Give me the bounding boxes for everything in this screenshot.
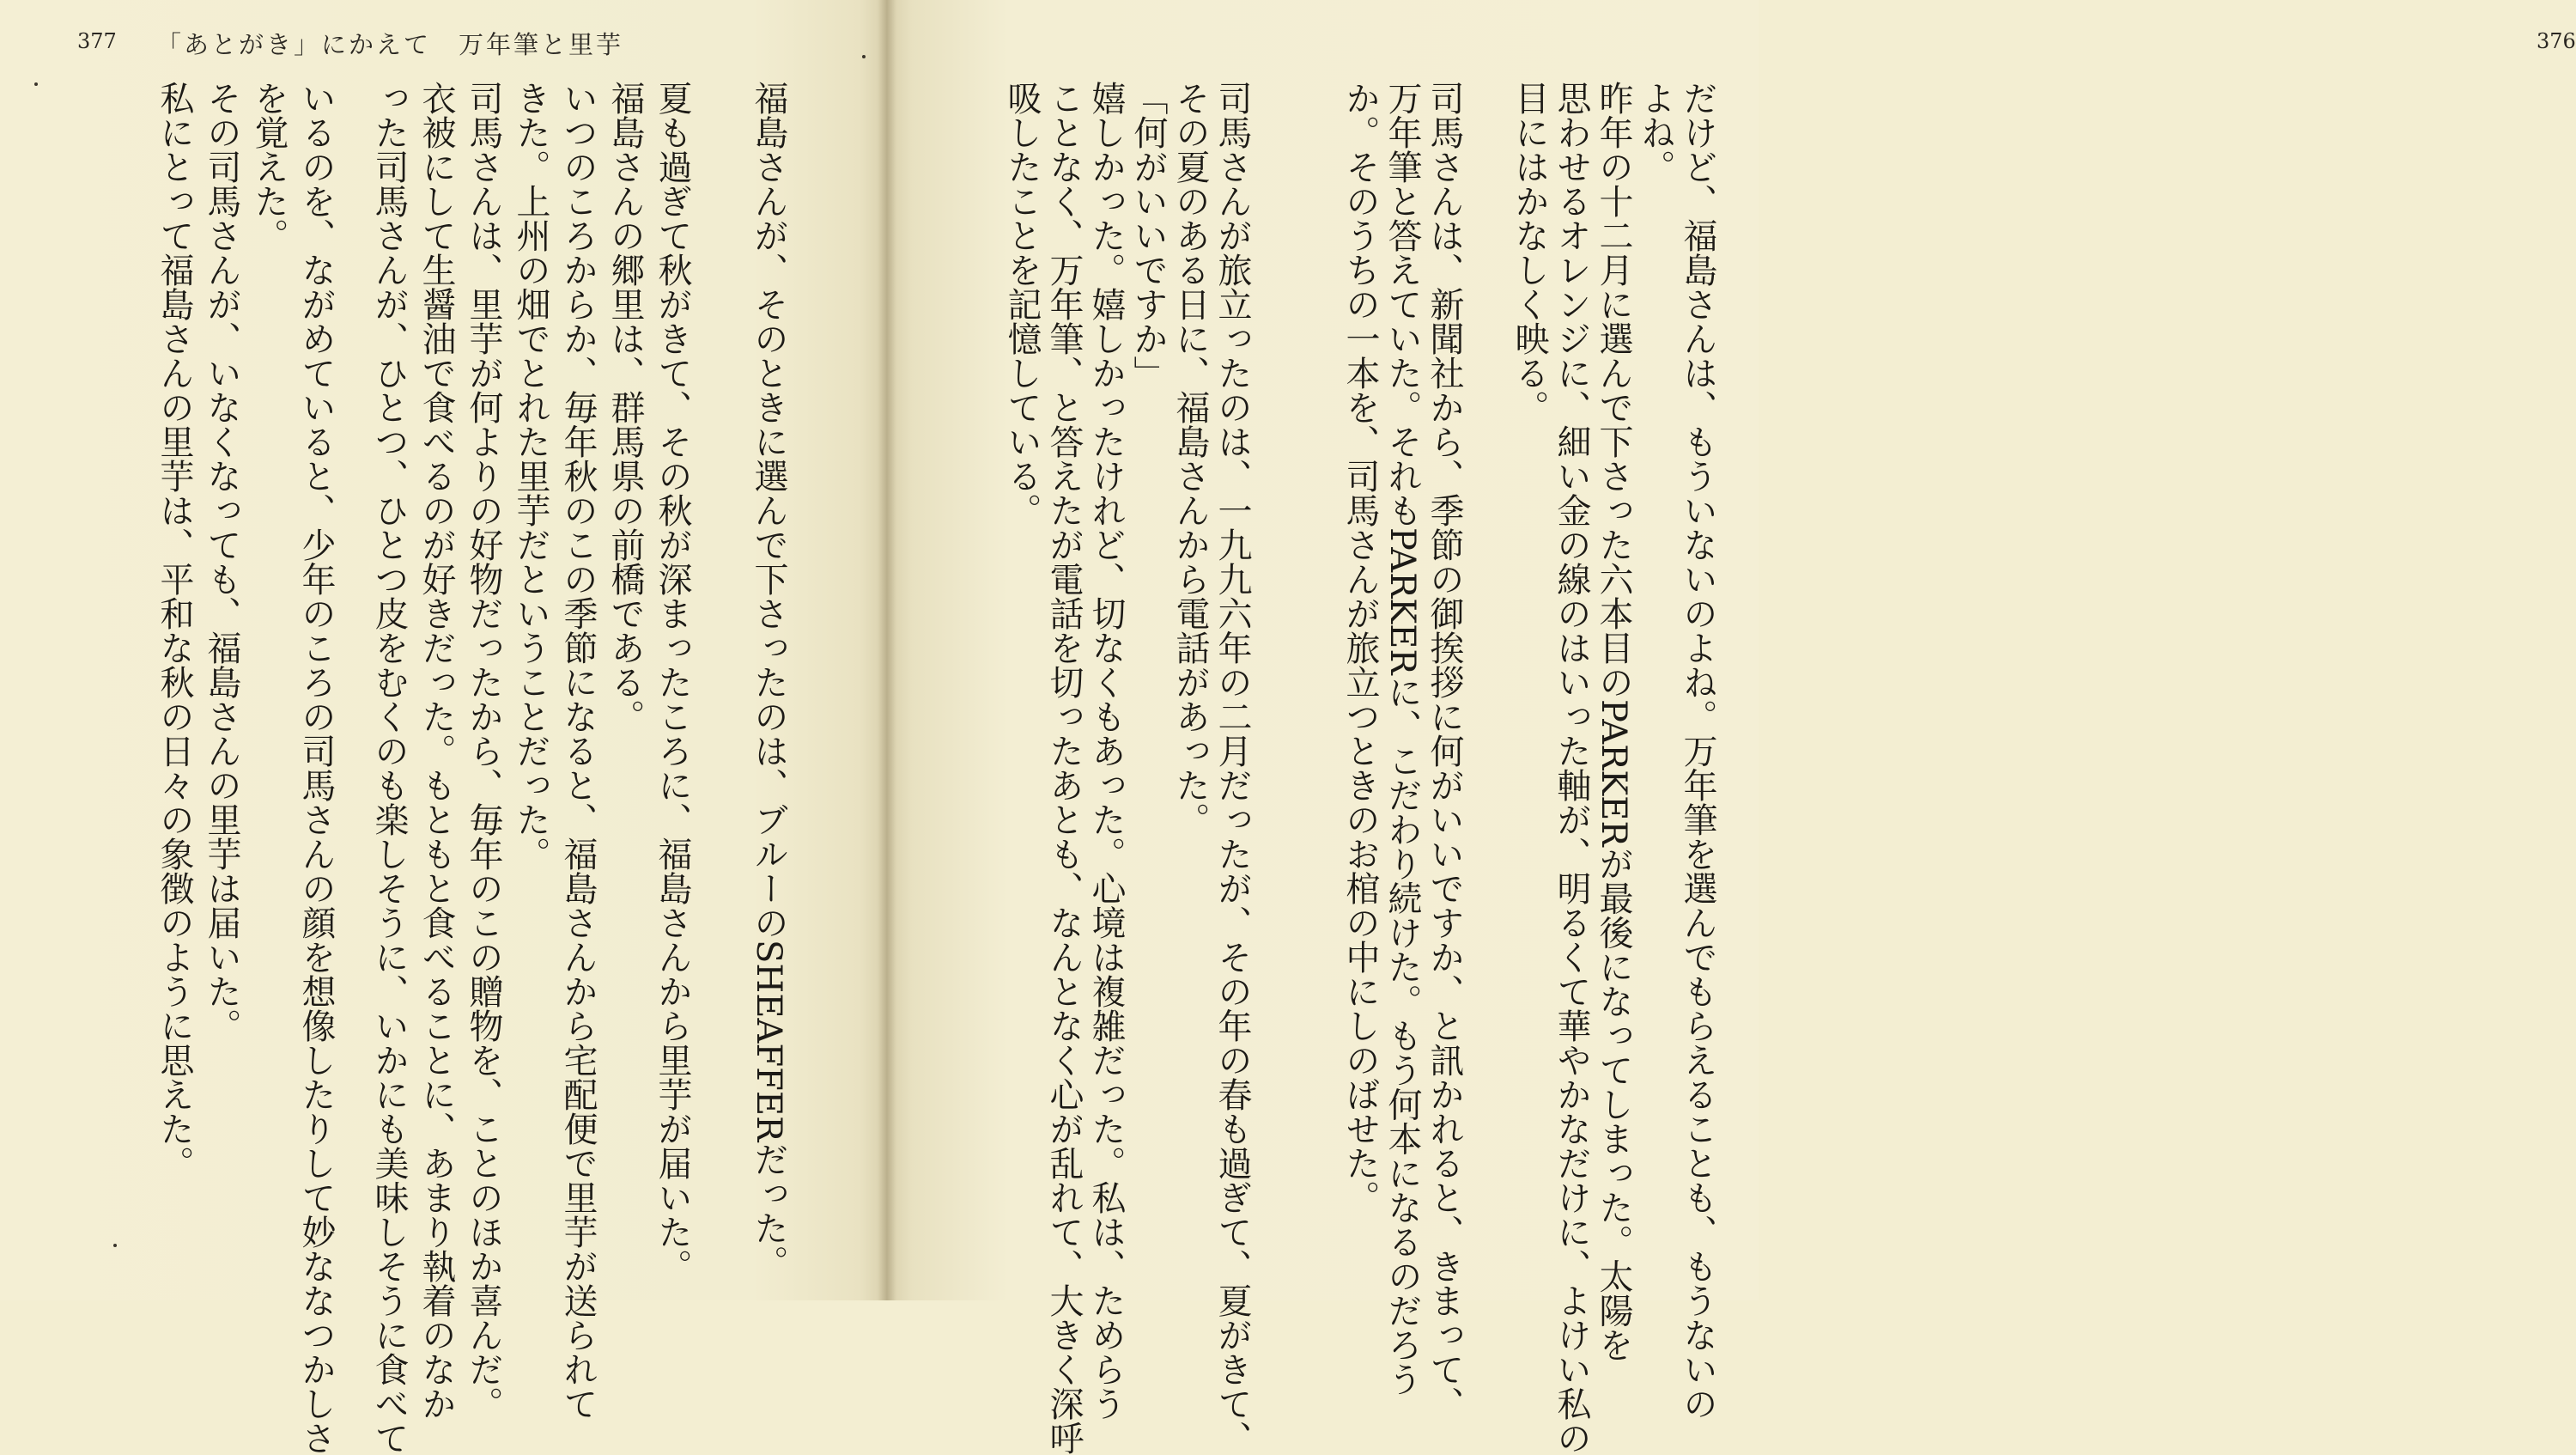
- text-line: 衣被にして生醤油で食べるのが好きだった。もともと食べることに、あまり執着のなか: [416, 81, 456, 1421]
- page-number: 376: [2537, 29, 2576, 53]
- running-header: 「あとがき」にかえて 万年筆と里芋: [156, 30, 624, 59]
- text-line: 万年筆と答えていた。それもPARKERに、こだわり続けた。もう何本になるのだろう: [1382, 81, 1422, 1397]
- page-number: 377: [77, 29, 117, 53]
- text-line: か。そのうちの一本を、司馬さんが旅立つときのお棺の中にしのばせた。: [1340, 81, 1380, 1215]
- scan-speck: [34, 82, 38, 86]
- text-line: 吸したことを記憶している。: [1002, 81, 1042, 527]
- text-line: 嬉しかった。嬉しかったけれど、切なくもあった。心境は複雑だった。私は、ためらう: [1086, 81, 1126, 1421]
- text-line: を覚えた。: [249, 81, 289, 253]
- text-line: 「何がいいですか」: [1128, 81, 1168, 390]
- scan-speck: [862, 55, 866, 58]
- book-gutter: [878, 0, 896, 1300]
- text-line: 私にとって福島さんの里芋は、平和な秋の日々の象徴のように思えた。: [155, 81, 194, 1180]
- text-line: いつのころからか、毎年秋のこの季節になると、福島さんから宅配便で里芋が送られて: [558, 81, 598, 1421]
- text-line: 司馬さんは、新聞社から、季節の御挨拶に何がいいですか、と訊かれると、きまって、: [1425, 81, 1464, 1421]
- text-line: 司馬さんは、里芋が何よりの好物だったから、毎年のこの贈物を、ことのほか喜んだ。: [464, 81, 503, 1421]
- text-line: 夏も過ぎて秋がきて、その秋が深まったころに、福島さんから里芋が届いた。: [653, 81, 692, 1283]
- text-line: 思わせるオレンジに、細い金の線のはいった軸が、明るくて華やかなだけに、よけい私の: [1552, 81, 1591, 1455]
- text-line: その夏のある日に、福島さんから電話があった。: [1170, 81, 1210, 837]
- text-line: 福島さんの郷里は、群馬県の前橋である。: [605, 81, 645, 734]
- text-line: 福島さんが、そのときに選んで下さったのは、ブルーのSHEAFFERだった。: [749, 81, 788, 1280]
- text-line: いるのを、ながめていると、少年のころの司馬さんの顔を想像したりして妙ななつかしさ: [296, 81, 336, 1455]
- text-line: その司馬さんが、いなくなっても、福島さんの里芋は届いた。: [202, 81, 241, 1043]
- text-line: よね。: [1636, 81, 1675, 184]
- text-line: きた。上州の畑でとれた里芋だということだった。: [511, 81, 550, 871]
- text-line: 目にはかなしく映る。: [1510, 81, 1549, 424]
- text-line: だけど、福島さんは、もういないのよね。万年筆を選んでもらえることも、もうないの: [1678, 81, 1717, 1421]
- text-line: った司馬さんが、ひとつ、ひとつ皮をむくのも楽しそうに、いかにも美味しそうに食べて: [369, 81, 409, 1455]
- text-line: 司馬さんが旅立ったのは、一九九六年の二月だったが、その年の春も過ぎて、夏がきて、: [1212, 81, 1252, 1455]
- text-line: ことなく、万年筆、と答えたが電話を切ったあとも、なんとなく心が乱れて、大きく深呼: [1044, 81, 1084, 1455]
- text-line: 昨年の十二月に選んで下さった六本目のPARKERが最後になってしまった。太陽を: [1594, 81, 1633, 1362]
- scan-speck: [113, 1244, 117, 1247]
